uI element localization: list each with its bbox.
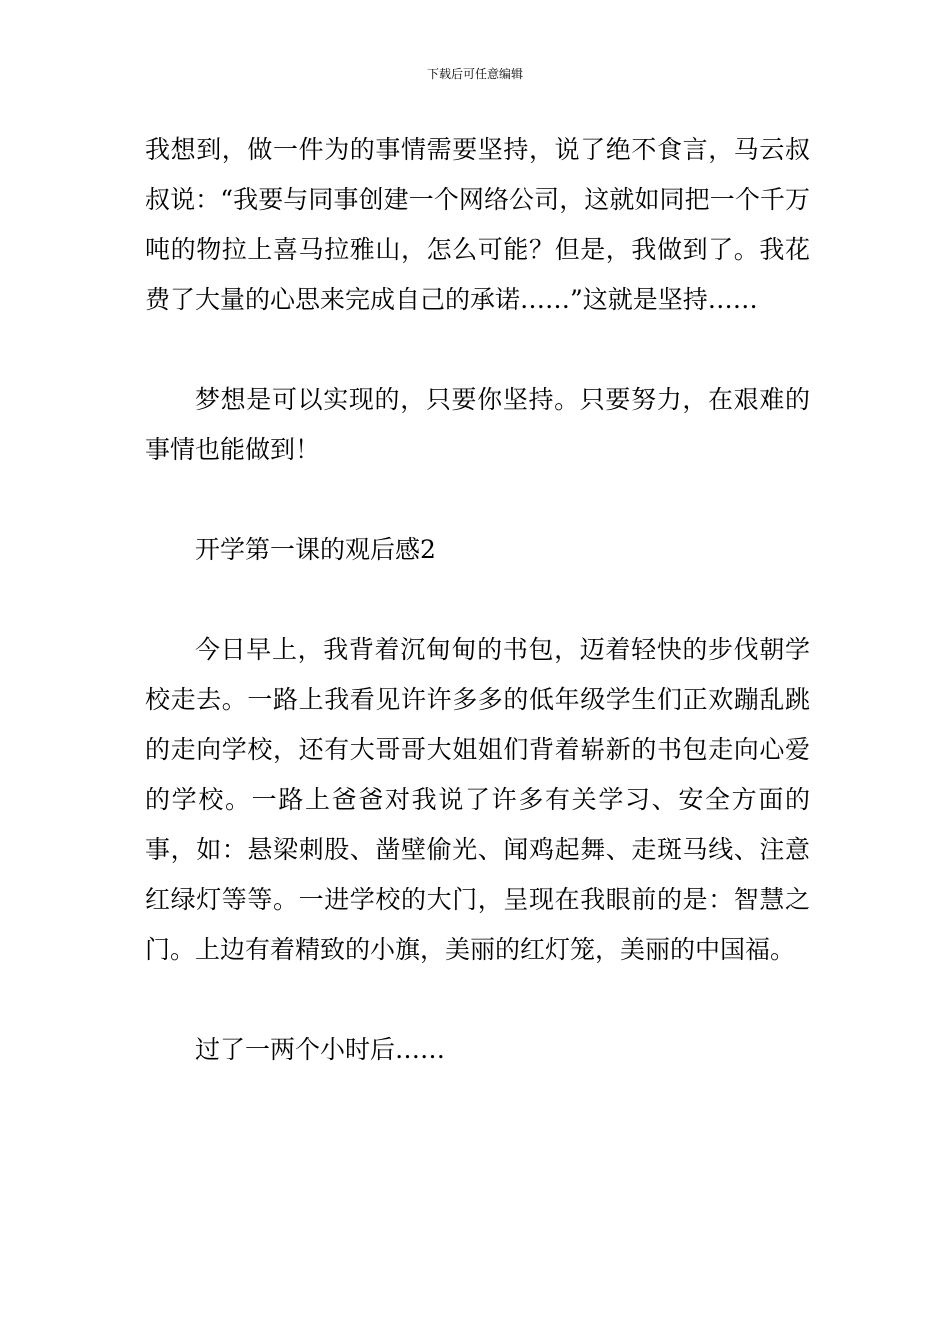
paragraph-gap [145,325,810,375]
paragraph-gap [145,475,810,525]
page-header: 下载后可任意编辑 [426,67,523,81]
paragraph-4: 过了一两个小时后…… [195,1035,446,1064]
paragraph-2: 梦想是可以实现的，只要你坚持。只要努力，在艰难的事情也能做到！ [145,385,810,464]
paragraph-gap [145,975,810,1025]
paragraph-3: 今日早上，我背着沉甸甸的书包，迈着轻快的步伐朝学校走去。一路上我看见许许多多的低年级学生们正欢蹦乱跳的走向学校，还有大哥哥大姐姐们背着崭新的书包走向心爱的学校。一路上爸爸对我说了许多有关学习、安全方面的事，如：悬梁刺股、凿壁偷光、闻鸡起舞、走斑马线、注意红绿灯等等。一进学校的大门，呈现在我眼前的是：智慧之门。上边有着精致的小旗，美丽的红灯笼，美丽的中国福。 [145,635,810,964]
paragraph-1: 我想到，做一件为的事情需要坚持，说了绝不食言，马云叔叔说：“我要与同事创建一个网络公司，这就如同把一个千万吨的物拉上喜马拉雅山，怎么可能？但是，我做到了。我花费了大量的心思来完成自己的承诺……”这就是坚持…… [145,135,810,314]
section-heading: 开学第一课的观后感2 [195,535,436,564]
paragraph-gap [145,575,810,625]
document-body [145,125,810,1075]
